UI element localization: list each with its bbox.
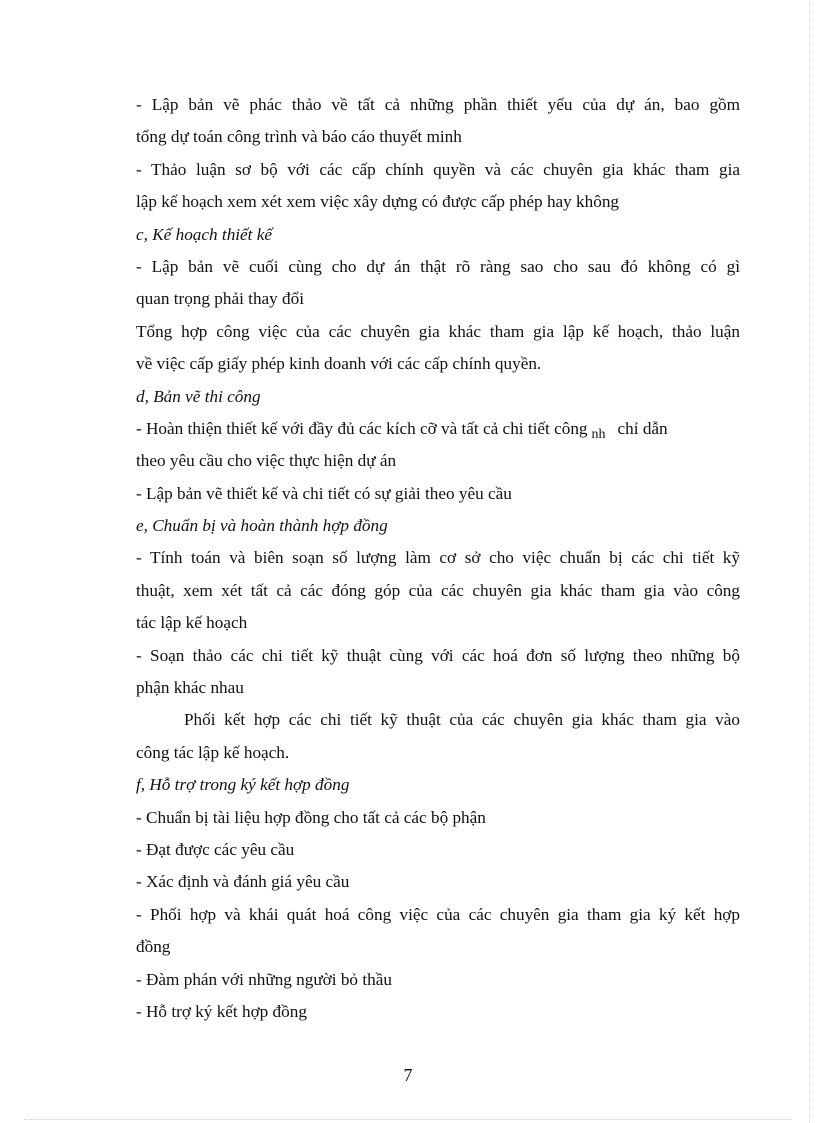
page-bottom-border	[24, 1119, 792, 1120]
paragraph-line: phận khác nhau	[136, 678, 244, 698]
section-heading: c, Kế hoạch thiết kế	[136, 224, 273, 244]
paragraph-line: Phối kết hợp các chi tiết kỹ thuật của các chuyên gia khác tham gia vào	[184, 710, 740, 730]
paragraph-line: - Tính toán và biên soạn số lượng làm cơ sở cho việc chuẩn bị các chi tiết kỹ	[136, 548, 740, 568]
paragraph-line: tổng dự toán công trình và báo cáo thuyết minh	[136, 127, 462, 147]
paragraph-line	[136, 413, 740, 445]
paragraph-line: thuật, xem xét tất cả các đóng góp của các chuyên gia khác tham gia vào công	[136, 580, 740, 600]
paragraph-line: - Lập bản vẽ phác thảo về tất cả những phần thiết yếu của dự án, bao gồm	[136, 95, 740, 114]
paragraph-line: - Đàm phán với những người bỏ thầu	[136, 969, 392, 989]
paragraph-line: - Thảo luận sơ bộ với các cấp chính quyền và các chuyên gia khác tham gia	[136, 159, 740, 179]
paragraph-line: - Xác định và đánh giá yêu cầu	[136, 872, 350, 892]
paragraph-line: - Phối hợp và khái quát hoá công việc của các chuyên gia tham gia ký kết hợp	[136, 904, 740, 924]
line-text: chỉ dẫn	[617, 418, 668, 438]
paragraph-line: - Soạn thảo các chi tiết kỹ thuật cùng với các hoá đơn số lượng theo những bộ	[136, 645, 740, 665]
body-text	[136, 89, 740, 1028]
paragraph-line: - Chuẩn bị tài liệu hợp đồng cho tất cả các bộ phận	[136, 807, 486, 827]
paragraph-line: - Lập bản vẽ thiết kế và chi tiết có sự giải theo yêu cầu	[136, 483, 512, 503]
paragraph-line: về việc cấp giấy phép kinh doanh với các cấp chính quyền.	[136, 354, 542, 374]
paragraph-line: - Đạt được các yêu cầu	[136, 839, 295, 859]
section-heading: e, Chuẩn bị và hoàn thành hợp đồng	[136, 516, 388, 536]
paragraph-line: đồng	[136, 937, 171, 957]
paragraph-line: theo yêu cầu cho việc thực hiện dự án	[136, 451, 397, 471]
paragraph-line: Tổng hợp công việc của các chuyên gia khác tham gia lập kế hoạch, thảo luận	[136, 321, 740, 341]
stray-fragment: nh	[591, 426, 606, 442]
section-heading: f, Hỗ trợ trong ký kết hợp đồng	[136, 775, 350, 795]
line-text: - Hoàn thiện thiết kế với đầy đủ các kích cỡ và tất cả chi tiết công	[136, 418, 588, 438]
paragraph-line: tác lập kế hoạch	[136, 613, 248, 633]
paragraph-line: quan trọng phải thay đổi	[136, 289, 305, 309]
page-right-border	[809, 0, 810, 1123]
paragraph-line: - Lập bản vẽ cuối cùng cho dự án thật rõ ràng sao cho sau đó không có gì	[136, 256, 740, 276]
paragraph-line: công tác lập kế hoạch.	[136, 742, 290, 762]
paragraph-line: lập kế hoạch xem xét xem việc xây dựng có được cấp phép hay không	[136, 192, 620, 212]
section-heading: d, Bản vẽ thi công	[136, 386, 261, 406]
page-number: 7	[403, 1065, 413, 1085]
paragraph-line: - Hỗ trợ ký kết hợp đồng	[136, 1001, 307, 1021]
